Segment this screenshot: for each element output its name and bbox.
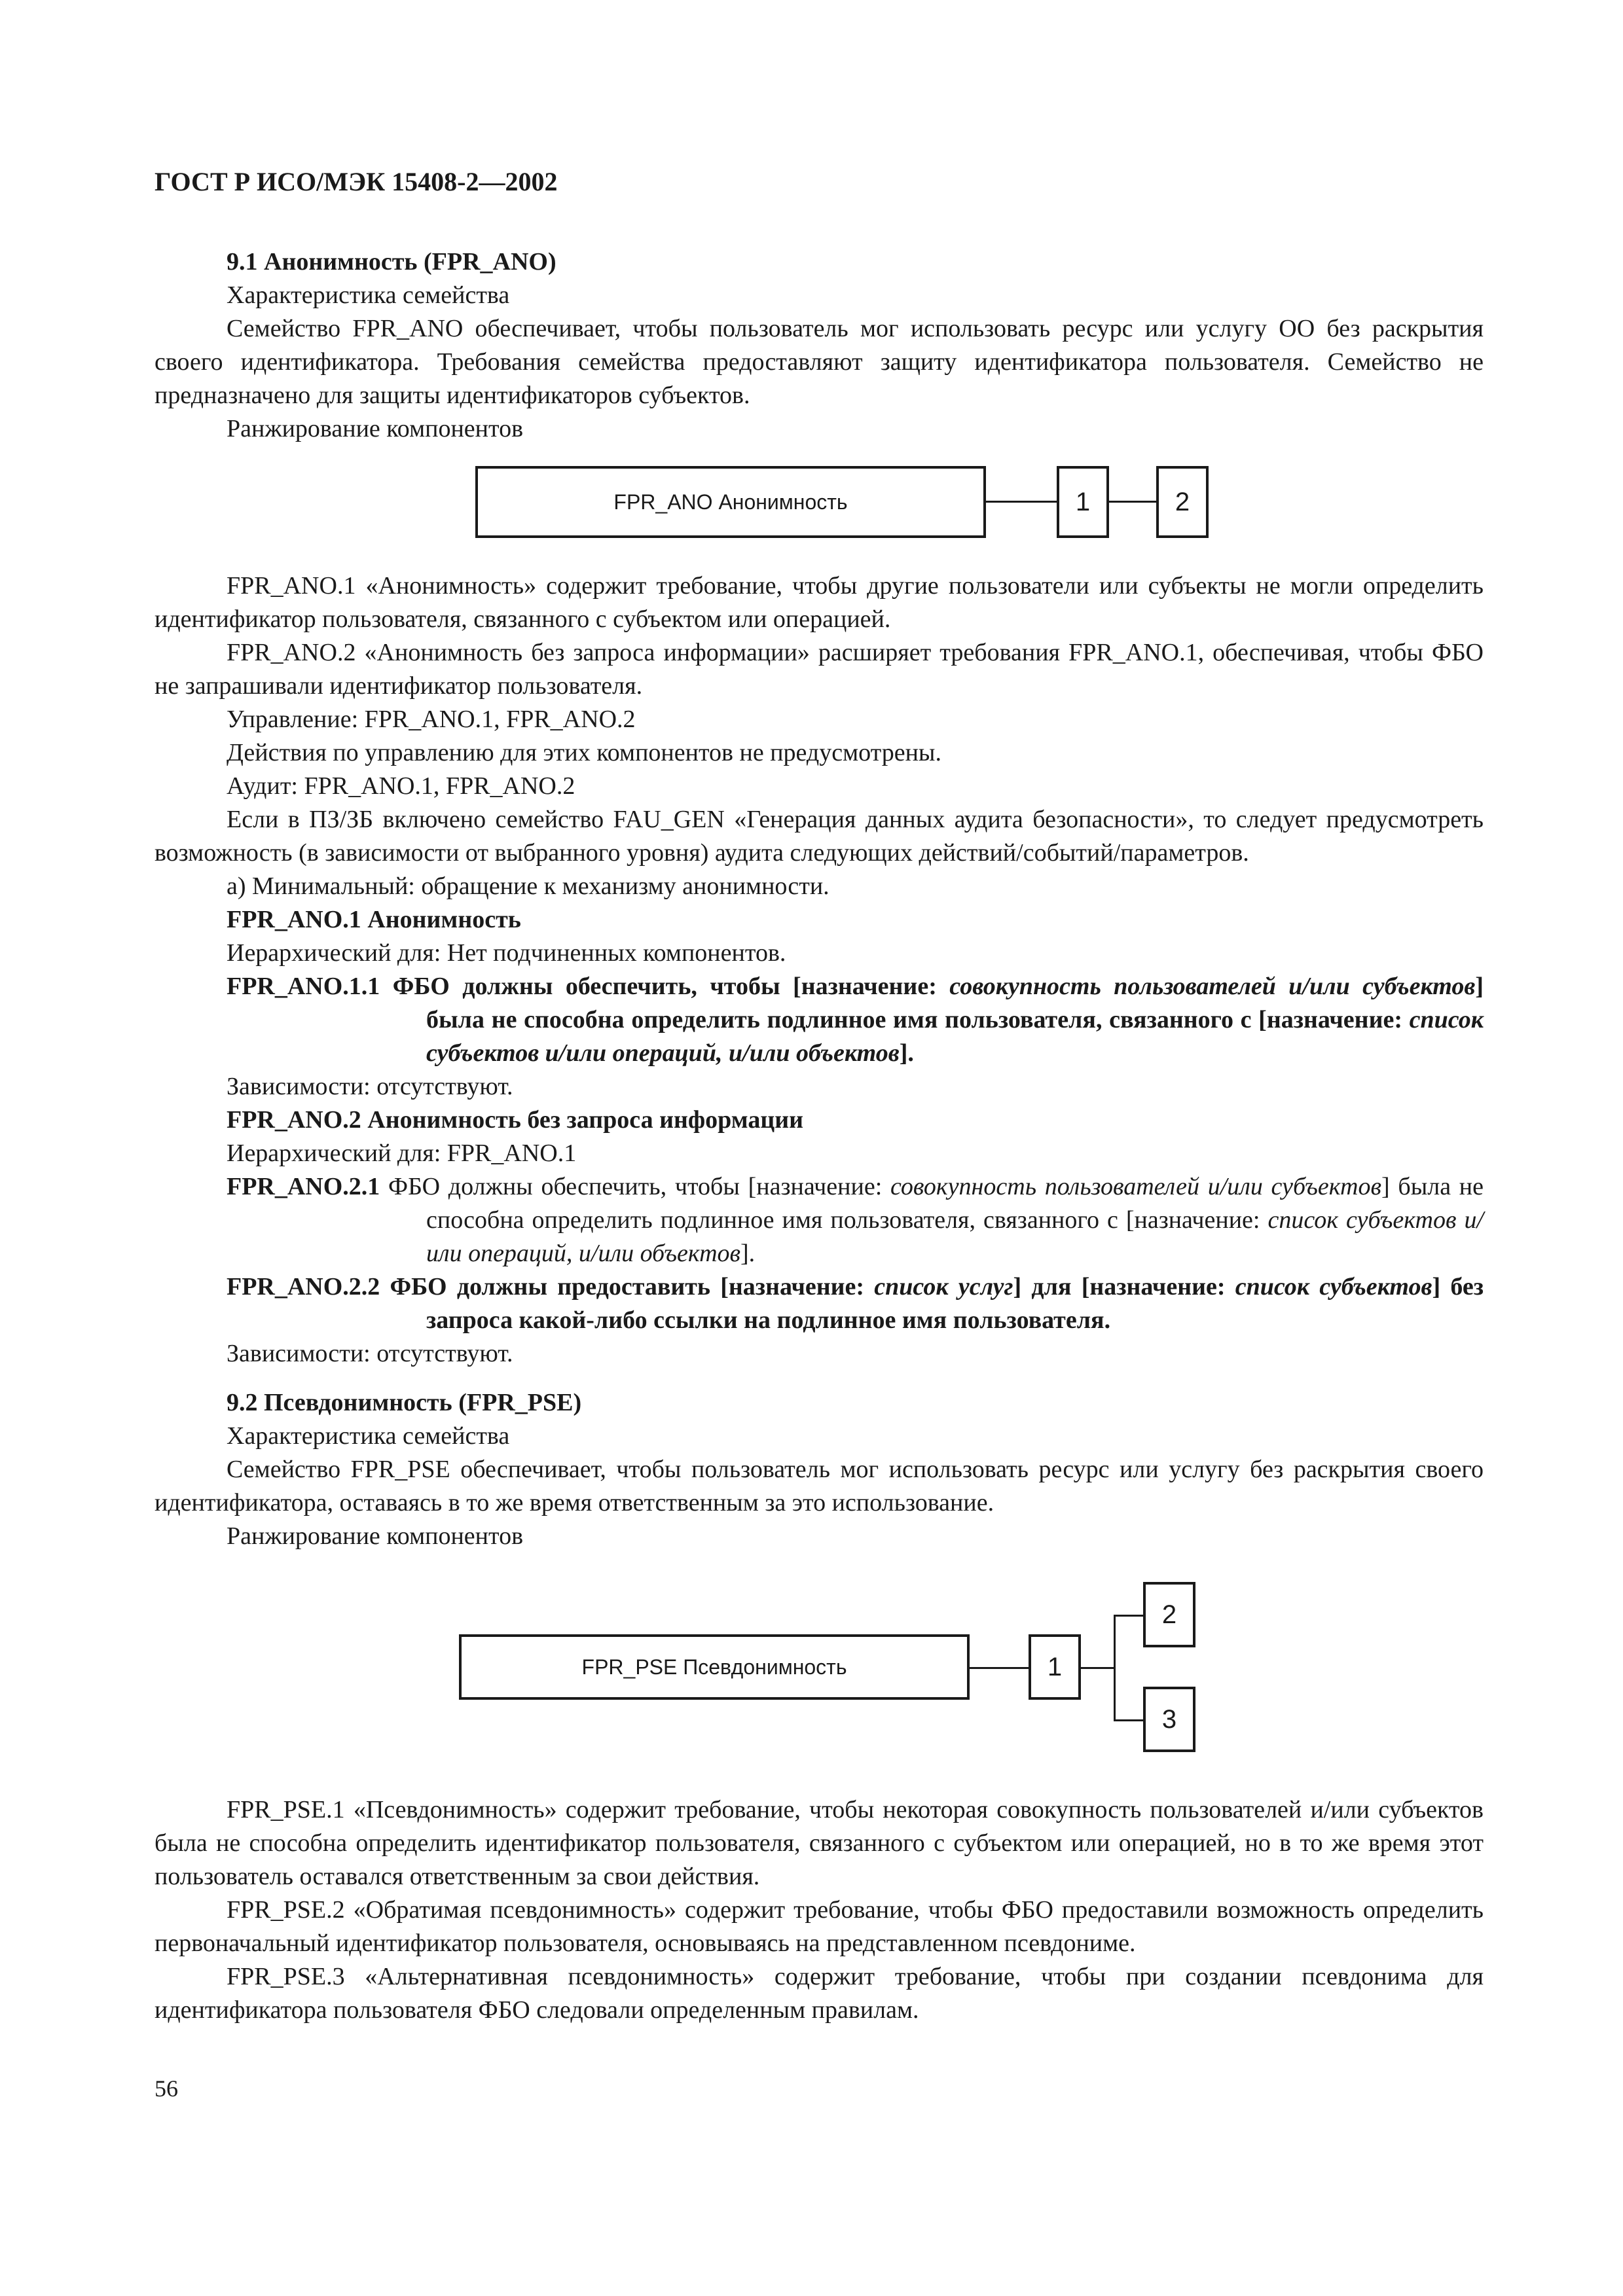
section-heading: 9.2 Псевдонимность (FPR_PSE) [227,1389,582,1416]
pse2-description: FPR_PSE.2 «Обратимая псевдонимность» содержит требование, чтобы ФБО предоставили возможность определить первоначальный идентификатор пользователя, основываясь на представленном псевдониме. [155,1896,1484,1957]
management-label: Управление: FPR_ANO.1, FPR_ANO.2 [227,706,636,733]
pse-component-1-box: 1 [1029,1634,1081,1700]
connector-line [1114,1615,1116,1719]
ano2-dependencies: Зависимости: отсутствуют. [227,1340,513,1367]
connector-line [1109,501,1156,503]
page-number: 56 [155,2075,178,2102]
connector-line [1081,1667,1114,1669]
ano-component-2-box: 2 [1156,466,1209,538]
element-id: FPR_ANO.2.1 [227,1173,380,1200]
document-header-title: ГОСТ Р ИСО/МЭК 15408-2—2002 [155,167,558,196]
connector-line [1114,1719,1143,1721]
connector-line [970,1667,1029,1669]
ano2-description: FPR_ANO.2 «Анонимность без запроса информации» расширяет требования FPR_ANO.1, обеспечивая, чтобы ФБО не запрашивали идентификатор пользователя. [155,639,1484,700]
ano-family-box: FPR_ANO Анонимность [475,466,986,538]
ano-component-1-box: 1 [1057,466,1109,538]
audit-text: Если в ПЗ/ЗБ включено семейство FAU_GEN «Генерация данных аудита безопасности», то следует предусмотреть возможность (в зависимости от выбранного уровня) аудита следующих действий/событий/параметров. [155,806,1484,867]
pse-ranking-diagram [155,1574,1484,1764]
connector-line [986,501,1057,503]
component-ranking-label: Ранжирование компонентов [227,1522,524,1550]
section-9-1-body [155,569,1484,1371]
assignment-text: список субъектов и/или операций, и/или объектов [426,1206,1484,1267]
section-heading: 9.1 Анонимность (FPR_ANO) [227,248,556,276]
section-9-1-intro [155,245,1484,446]
section-9-2-intro [155,1386,1484,1553]
family-characteristic-label: Характеристика семейства [227,281,510,309]
element-id: FPR_ANO.1.1 [227,973,380,1000]
ano2-component-title: FPR_ANO.2 Анонимность без запроса информации [227,1106,804,1134]
pse-component-2-box: 2 [1143,1582,1195,1647]
element-id: FPR_ANO.2.2 [227,1273,380,1300]
component-ranking-label: Ранжирование компонентов [227,415,524,442]
ano1-component-title: FPR_ANO.1 Анонимность [227,906,521,933]
assignment-text: список субъектов [1235,1273,1432,1300]
family-characteristic-text: Семейство FPR_PSE обеспечивает, чтобы пользователь мог использовать ресурс или услугу без раскрытия своего идентификатора, оставаясь в то же время ответственным за это использование. [155,1456,1484,1516]
ano1-description: FPR_ANO.1 «Анонимность» содержит требование, чтобы другие пользователи или субъекты не могли определить идентификатор пользователя, связанного с субъектом или операцией. [155,572,1484,633]
ano1-dependencies: Зависимости: отсутствуют. [227,1073,513,1100]
element-ano-1-1: FPR_ANO.1.1 ФБО должны обеспечить, чтобы [назначение: совокупность пользователей и/или субъектов] была не способна определить подлинное имя пользователя, связанного с [назначение: список субъектов и/или операций, и/или объектов]. [227,973,1484,1067]
connector-line [1114,1615,1143,1617]
element-ano-2-2: FPR_ANO.2.2 ФБО должны предоставить [назначение: список услуг] для [назначение: список субъектов] без запроса какой-либо ссылки на подлинное имя пользователя. [227,1273,1484,1334]
pse1-description: FPR_PSE.1 «Псевдонимность» содержит требование, чтобы некоторая совокупность пользователей и/или субъектов была не способна определить идентификатор пользователя, связанного с субъектом или операцией, но в то же время этот пользователь оставался ответственным за свои действия. [155,1796,1484,1890]
assignment-text: список субъектов и/или операций, и/или объектов [426,1006,1484,1067]
family-characteristic-text: Семейство FPR_ANO обеспечивает, чтобы пользователь мог использовать ресурс или услугу ОО без раскрытия своего идентификатора. Требования семейства предоставляют защиту идентификатора пользователя. Семейство не предназначено для защиты идентификаторов субъектов. [155,315,1484,409]
ano-ranking-diagram [155,452,1484,550]
ano2-hierarchy: Иерархический для: FPR_ANO.1 [227,1139,577,1167]
management-text: Действия по управлению для этих компонентов не предусмотрены. [227,739,941,766]
assignment-text: список услуг [874,1273,1013,1300]
family-characteristic-label: Характеристика семейства [227,1422,510,1450]
element-ano-2-1: FPR_ANO.2.1 ФБО должны обеспечить, чтобы [назначение: совокупность пользователей и/или субъектов] была не способна определить подлинное имя пользователя, связанного с [назначение: список субъектов и/или операций, и/или объектов]. [227,1173,1484,1267]
pse-component-3-box: 3 [1143,1687,1195,1752]
ano1-hierarchy: Иерархический для: Нет подчиненных компонентов. [227,939,786,967]
assignment-text: совокупность пользователей и/или субъектов [949,973,1476,1000]
pse3-description: FPR_PSE.3 «Альтернативная псевдонимность» содержит требование, чтобы при создании псевдонима для идентификатора пользователя ФБО следовали определенным правилам. [155,1963,1484,2024]
pse-family-box: FPR_PSE Псевдонимность [459,1634,970,1700]
audit-item-a: а) Минимальный: обращение к механизму анонимности. [227,872,830,900]
section-9-2-body [155,1793,1484,2027]
assignment-text: совокупность пользователей и/или субъектов [890,1173,1381,1200]
audit-label: Аудит: FPR_ANO.1, FPR_ANO.2 [227,772,575,800]
